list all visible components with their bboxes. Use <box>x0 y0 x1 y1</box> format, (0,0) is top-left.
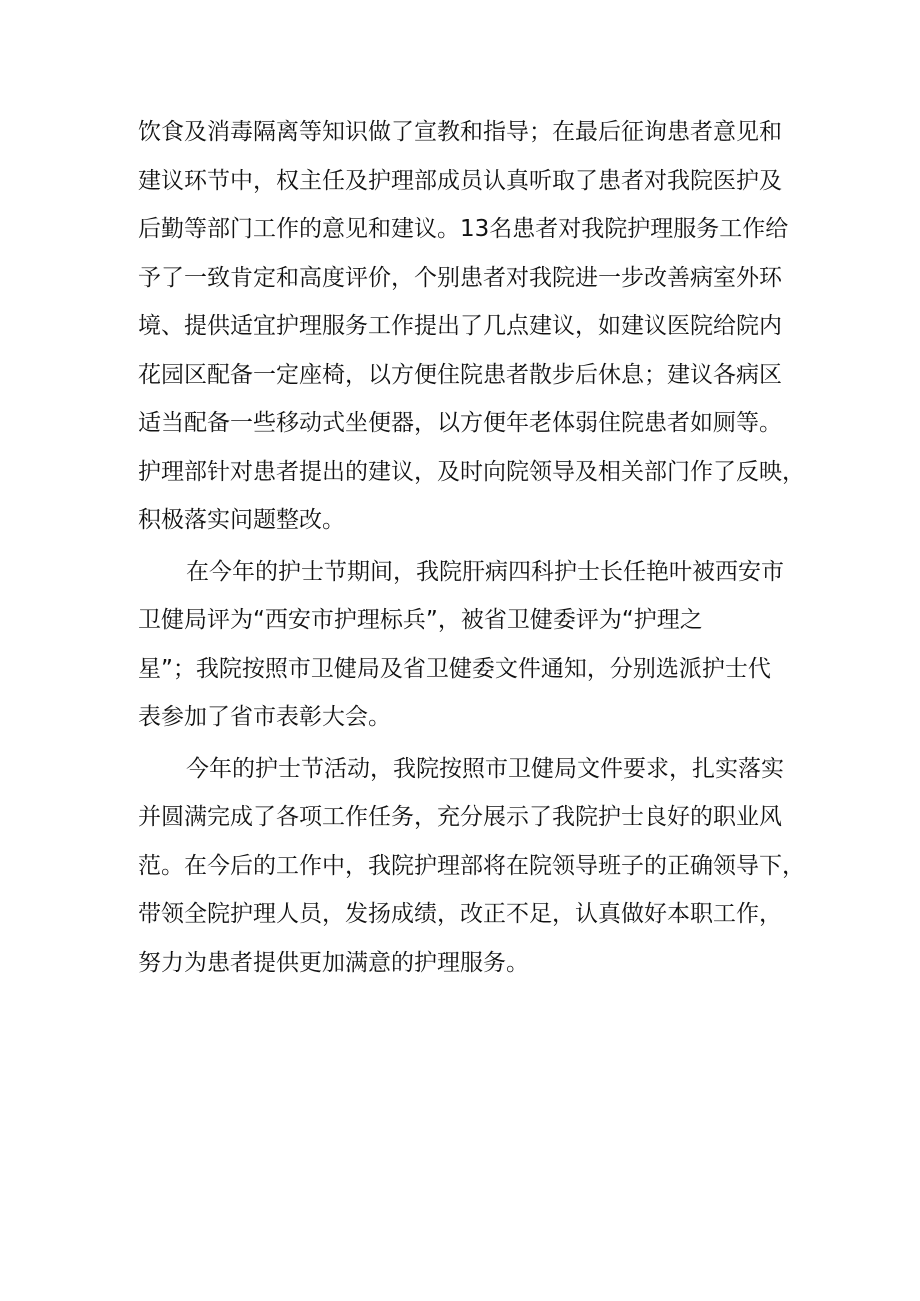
text-line: 今年的护士节活动，我院按照市卫健局文件要求，扎实落实 <box>186 755 784 782</box>
text-line: 并圆满完成了各项工作任务，充分展示了我院护士良好的职业风 <box>138 804 782 830</box>
text-line: 境、提供适宜护理服务工作提出了几点建议，如建议医院给院内 <box>138 313 782 339</box>
text-line: 努力为患者提供更加满意的护理服务。 <box>138 949 529 976</box>
text-line: 护理部针对患者提出的建议，及时向院领导及相关部门作了反映， <box>138 458 805 485</box>
paragraph-patient-feedback <box>138 108 805 545</box>
text-line: 范。在今后的工作中，我院护理部将在院领导班子的正确领导下， <box>138 852 805 879</box>
text-line: 适当配备一些移动式坐便器，以方便年老体弱住院患者如厕等。 <box>138 410 782 436</box>
text-line: 带领全院护理人员，发扬成绩，改正不足，认真做好本职工作， <box>138 901 782 927</box>
paragraph-nurse-awards <box>138 548 798 742</box>
text-line: 表参加了省市表彰大会。 <box>138 704 391 730</box>
paragraph-conclusion <box>138 745 805 988</box>
text-line: 卫健局评为“西安市护理标兵”，被省卫健委评为“护理之 <box>138 607 703 633</box>
text-line: 饮食及消毒隔离等知识做了宣教和指导；在最后征询患者意见和 <box>138 119 782 145</box>
text-line: 后勤等部门工作的意见和建议。13名患者对我院护理服务工作给 <box>138 216 789 242</box>
text-line: 在今年的护士节期间，我院肝病四科护士长任艳叶被西安市 <box>186 558 784 585</box>
text-line: 予了一致肯定和高度评价，个别患者对我院进一步改善病室外环 <box>138 264 782 291</box>
text-line: 建议环节中，权主任及护理部成员认真听取了患者对我院医护及 <box>138 167 782 194</box>
document-body <box>138 108 805 987</box>
text-line: 花园区配备一定座椅，以方便住院患者散步后休息；建议各病区 <box>138 361 782 388</box>
text-line: 星”；我院按照市卫健局及省卫健委文件通知，分别选派护士代 <box>138 655 771 682</box>
text-line: 积极落实问题整改。 <box>138 507 345 533</box>
